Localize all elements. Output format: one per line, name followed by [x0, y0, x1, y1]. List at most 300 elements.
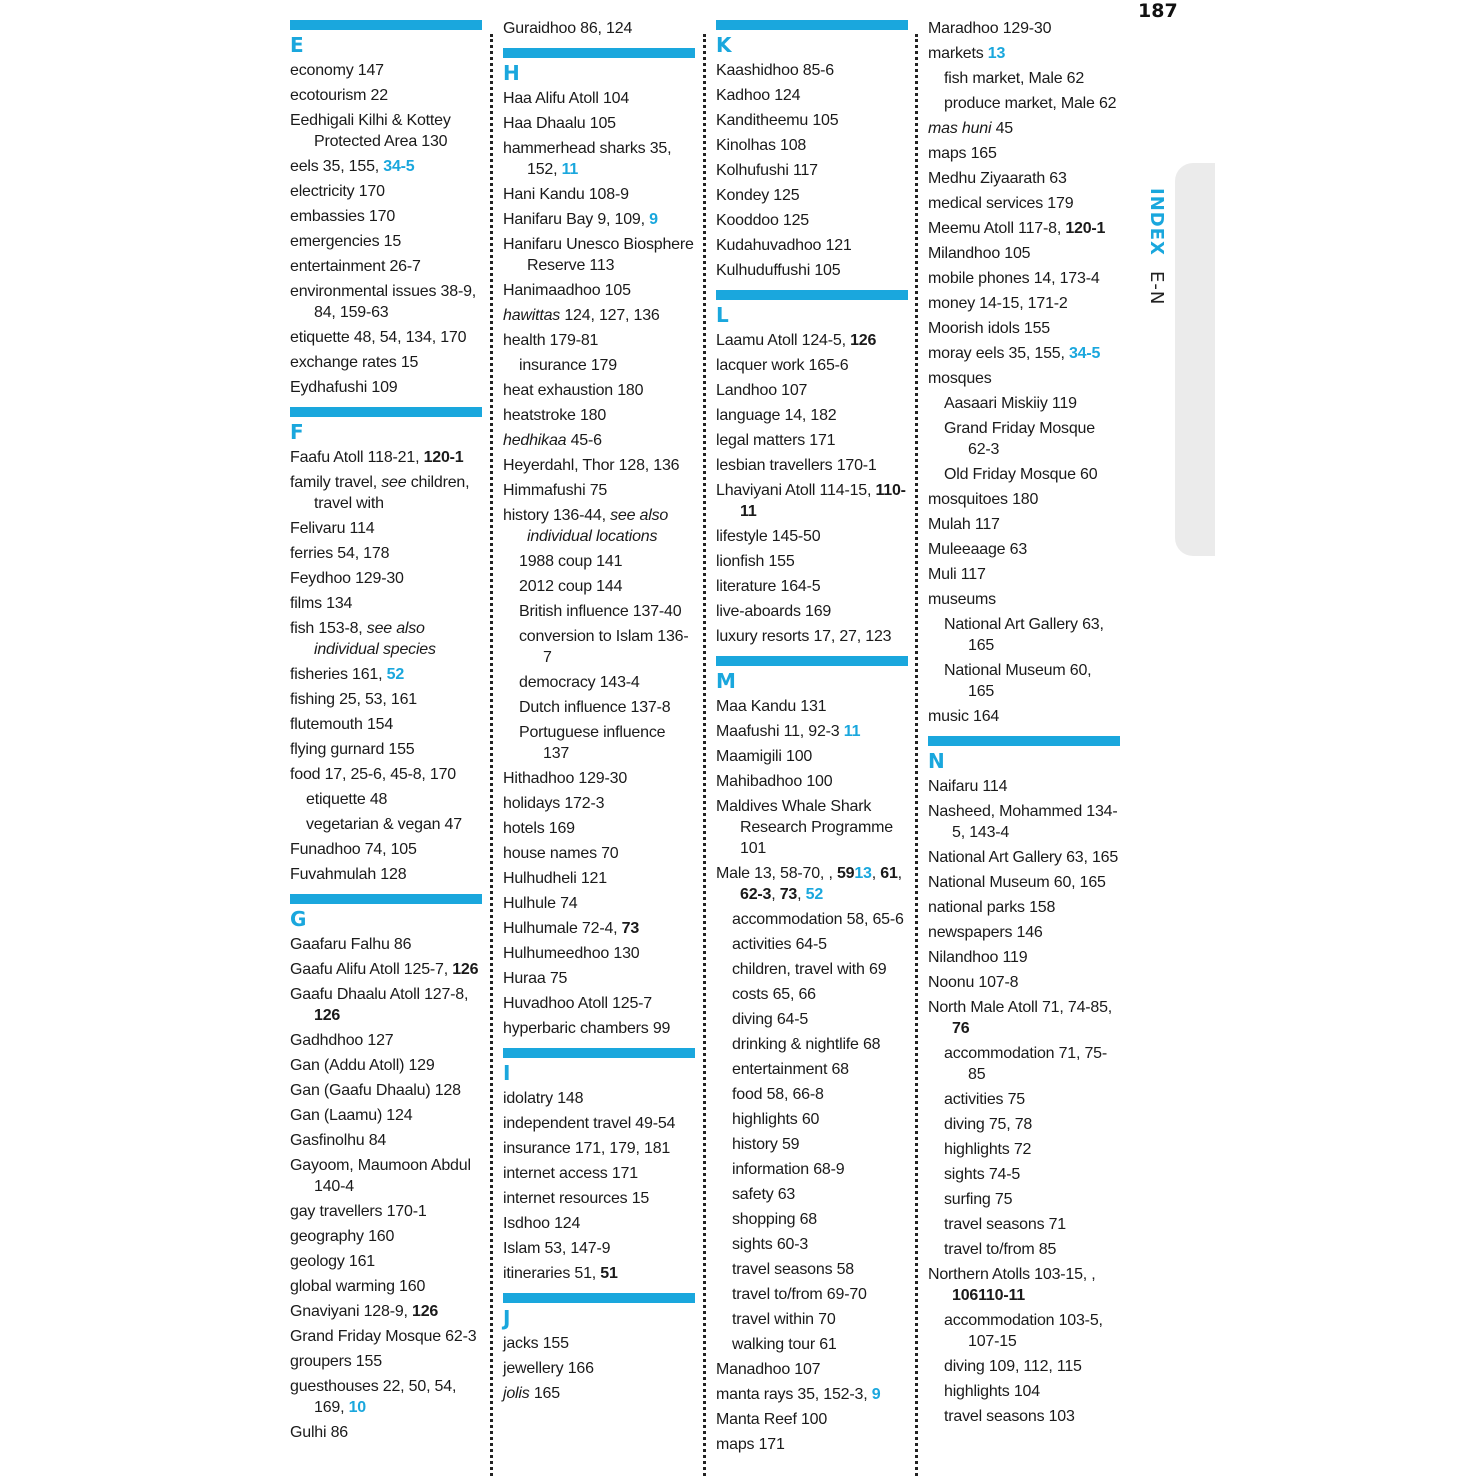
index-entry: [503, 1163, 695, 1184]
letter-heading-bar: [928, 736, 1120, 746]
index-entry: [503, 1138, 695, 1159]
entry-text: ferries 54, 178: [290, 545, 390, 562]
entry-text: health 179-81: [503, 332, 599, 349]
entry-text: walking tour 61: [732, 1336, 837, 1353]
index-entry: [928, 318, 1120, 339]
entry-text: money 14-15, 171-2: [928, 295, 1068, 312]
entry-text: sights 60-3: [732, 1236, 809, 1253]
entry-text: Kondey 125: [716, 187, 800, 204]
entry-text: Haa Alifu Atoll 104: [503, 90, 630, 107]
index-subentry: [716, 909, 908, 930]
index-entry: [503, 918, 695, 939]
letter-heading: [503, 1293, 695, 1329]
entry-text: live-aboards 169: [716, 603, 832, 620]
entry-text: Hulhumale 72-4,: [503, 920, 622, 937]
index-entry: [716, 526, 908, 547]
index-entry: [290, 764, 482, 785]
letter-heading: [716, 20, 908, 56]
letter-heading-text: K: [716, 33, 732, 57]
italic-text: mas huni: [928, 120, 992, 137]
entry-text: mosquitoes 180: [928, 491, 1039, 508]
index-entry: [290, 959, 482, 980]
index-entry: [928, 589, 1120, 610]
index-entry: [503, 1263, 695, 1284]
entry-text: Medhu Ziyaarath 63: [928, 170, 1067, 187]
index-entry: [716, 405, 908, 426]
index-entry: [503, 1333, 695, 1354]
entry-text: 165: [529, 1385, 560, 1402]
letter-heading-text: M: [716, 669, 736, 693]
entry-text: electricity 170: [290, 183, 385, 200]
index-entry: [716, 235, 908, 256]
index-subentry: [716, 1334, 908, 1355]
index-entry: [290, 472, 482, 514]
entry-text: Gulhi 86: [290, 1424, 348, 1441]
entry-text: vegetarian & vegan 47: [306, 816, 462, 833]
entry-text: idolatry 148: [503, 1090, 584, 1107]
entry-text: luxury resorts 17, 27, 123: [716, 628, 892, 645]
index-entry: [716, 796, 908, 859]
index-entry: [290, 739, 482, 760]
letter-heading: [716, 656, 908, 692]
index-subentry: [928, 1139, 1120, 1160]
index-entry: [928, 1264, 1120, 1306]
index-subentry: [928, 68, 1120, 89]
entry-text: Kooddoo 125: [716, 212, 810, 229]
entry-text: history 136-44,: [503, 507, 611, 524]
entry-text: Kaashidhoo 85-6: [716, 62, 834, 79]
entry-text: shopping 68: [732, 1211, 817, 1228]
index-entry: [503, 18, 695, 39]
entry-text: Kanditheemu 105: [716, 112, 839, 129]
index-entry: [928, 243, 1120, 264]
index-entry: [503, 113, 695, 134]
index-subentry: [716, 959, 908, 980]
entry-text: flying gurnard 155: [290, 741, 415, 758]
entry-text: travel seasons 71: [944, 1216, 1067, 1233]
index-entry: [716, 430, 908, 451]
entry-text: democracy 143-4: [519, 674, 640, 691]
index-subentry: [503, 355, 695, 376]
entry-text: National Museum 60, 165: [928, 874, 1106, 891]
index-entry: [716, 1409, 908, 1430]
index-entry: [928, 43, 1120, 64]
entry-text: ,: [1091, 1266, 1100, 1283]
entry-text: music 164: [928, 708, 1000, 725]
entry-text: Hanifaru Bay 9, 109,: [503, 211, 650, 228]
bold-map-page-ref: 106: [952, 1287, 979, 1304]
index-subentry: [928, 1164, 1120, 1185]
entry-text: heatstroke 180: [503, 407, 607, 424]
index-entry: [290, 839, 482, 860]
entry-text: diving 64-5: [732, 1011, 809, 1028]
index-subentry: [928, 614, 1120, 656]
entry-text: Grand Friday Mosque 62-3: [290, 1328, 477, 1345]
entry-text: internet resources 15: [503, 1190, 650, 1207]
bold-map-page-ref: 120-1: [423, 449, 464, 466]
entry-text: drinking & nightlife 68: [732, 1036, 881, 1053]
entry-text: etiquette 48, 54, 134, 170: [290, 329, 467, 346]
index-entry: [290, 352, 482, 373]
italic-text: see also individual species: [314, 620, 436, 658]
entry-text: Naifaru 114: [928, 778, 1008, 795]
entry-text: 45-6: [566, 432, 602, 449]
entry-text: newspapers 146: [928, 924, 1043, 941]
entry-text: moray eels 35, 155,: [928, 345, 1069, 362]
entry-text: exchange rates 15: [290, 354, 419, 371]
index-subentry: [928, 1310, 1120, 1352]
index-entry: [290, 110, 482, 152]
index-subentry: [716, 1209, 908, 1230]
entry-text: environmental issues 38-9, 84, 159-63: [290, 283, 481, 321]
index-entry: [716, 576, 908, 597]
index-subentry: [503, 601, 695, 622]
index-entry: [290, 1251, 482, 1272]
entry-text: food 17, 25-6, 45-8, 170: [290, 766, 456, 783]
letter-heading-text: H: [503, 61, 520, 85]
entry-text: hotels 169: [503, 820, 575, 837]
bold-map-page-ref: 73: [779, 886, 798, 903]
entry-text: hammerhead sharks 35, 152,: [503, 140, 676, 178]
bold-map-page-ref: 110-11: [978, 1287, 1025, 1304]
index-subentry: [928, 393, 1120, 414]
entry-text: mobile phones 14, 173-4: [928, 270, 1100, 287]
entry-text: Muli 117: [928, 566, 986, 583]
index-subentry: [716, 1034, 908, 1055]
entry-text: manta rays 35, 152-3,: [716, 1386, 872, 1403]
italic-text: hawittas: [503, 307, 561, 324]
entry-text: heat exhaustion 180: [503, 382, 644, 399]
index-column-2: [503, 18, 698, 1408]
index-entry: [290, 1301, 482, 1322]
entry-text: embassies 170: [290, 208, 396, 225]
entry-text: Huvadhoo Atoll 125-7: [503, 995, 653, 1012]
entry-text: Kolhufushi 117: [716, 162, 818, 179]
entry-text: Kadhoo 124: [716, 87, 801, 104]
index-entry: [503, 1113, 695, 1134]
entry-text: Maafushi 11, 92-3: [716, 723, 844, 740]
entry-text: lesbian travellers 170-1: [716, 457, 877, 474]
index-subentry: [716, 1284, 908, 1305]
index-subentry: [928, 93, 1120, 114]
entry-text: Gadhdhoo 127: [290, 1032, 394, 1049]
highlight-page-ref: 13: [987, 45, 1006, 62]
entry-text: 124, 127, 136: [560, 307, 660, 324]
entry-text: accommodation 71, 75-85: [944, 1045, 1108, 1083]
entry-text: lifestyle 145-50: [716, 528, 821, 545]
index-entry: [928, 193, 1120, 214]
entry-text: Hulhumeedhoo 130: [503, 945, 640, 962]
index-entry: [290, 377, 482, 398]
letter-heading-bar: [503, 48, 695, 58]
index-subentry: [290, 789, 482, 810]
entry-text: Nasheed, Mohammed 134-5, 143-4: [928, 803, 1118, 841]
entry-text: jewellery 166: [503, 1360, 594, 1377]
entry-text: Landhoo 107: [716, 382, 808, 399]
entry-text: Noonu 107-8: [928, 974, 1019, 991]
index-entry: [290, 1080, 482, 1101]
index-entry: [503, 1238, 695, 1259]
index-subentry: [503, 551, 695, 572]
entry-text: North Male Atoll 71, 74-85,: [928, 999, 1117, 1016]
index-entry: [290, 206, 482, 227]
entry-text: Gan (Gaafu Dhaalu) 128: [290, 1082, 461, 1099]
index-entry: [928, 489, 1120, 510]
index-subentry: [928, 660, 1120, 702]
entry-text: Gan (Addu Atoll) 129: [290, 1057, 435, 1074]
entry-text: Manadhoo 107: [716, 1361, 821, 1378]
index-entry: [928, 564, 1120, 585]
entry-text: Maamigili 100: [716, 748, 813, 765]
index-subentry: [928, 418, 1120, 460]
index-entry: [716, 626, 908, 647]
bold-map-page-ref: 120-1: [1065, 220, 1106, 237]
highlight-page-ref: 9: [871, 1386, 881, 1403]
entry-text: Old Friday Mosque 60: [944, 466, 1098, 483]
index-entry: [503, 1088, 695, 1109]
entry-text: travel within 70: [732, 1311, 836, 1328]
index-entry: [928, 343, 1120, 364]
index-subentry: [716, 1159, 908, 1180]
entry-text: mosques: [928, 370, 992, 387]
index-entry: [290, 181, 482, 202]
entry-text: economy 147: [290, 62, 384, 79]
index-entry: [503, 868, 695, 889]
entry-text: British influence 137-40: [519, 603, 682, 620]
entry-text: sights 74-5: [944, 1166, 1021, 1183]
index-entry: [716, 771, 908, 792]
index-entry: [290, 543, 482, 564]
entry-text: produce market, Male 62: [944, 95, 1117, 112]
index-subentry: [716, 1309, 908, 1330]
index-entry: [928, 897, 1120, 918]
index-entry: [290, 984, 482, 1026]
index-entry: [290, 593, 482, 614]
entry-text: guesthouses 22, 50, 54, 169,: [290, 1378, 461, 1416]
index-entry: [503, 818, 695, 839]
index-entry: [503, 968, 695, 989]
index-entry: [716, 330, 908, 351]
entry-text: accommodation 58, 65-6: [732, 911, 904, 928]
index-entry: [928, 168, 1120, 189]
highlight-page-ref: 11: [843, 723, 861, 740]
index-subentry: [716, 1009, 908, 1030]
index-subentry: [503, 626, 695, 668]
index-entry: [716, 551, 908, 572]
letter-heading-bar: [716, 656, 908, 666]
entry-text: Eydhafushi 109: [290, 379, 398, 396]
index-entry: [928, 118, 1120, 139]
letter-heading: [290, 20, 482, 56]
index-subentry: [928, 1114, 1120, 1135]
bold-map-page-ref: 59: [836, 865, 855, 882]
letter-heading: [503, 1048, 695, 1084]
entry-text: Gaafu Dhaalu Atoll 127-8,: [290, 986, 473, 1003]
index-subentry: [928, 464, 1120, 485]
index-entry: [716, 355, 908, 376]
entry-text: Northern Atolls 103-15,: [928, 1266, 1092, 1283]
entry-text: Gnaviyani 128-9,: [290, 1303, 413, 1320]
bold-map-page-ref: 62-3: [740, 886, 772, 903]
index-entry: [503, 330, 695, 351]
index-subentry: [290, 814, 482, 835]
entry-text: surfing 75: [944, 1191, 1013, 1208]
index-thumb-tab: [1175, 163, 1215, 556]
entry-text: Feydhoo 129-30: [290, 570, 404, 587]
entry-text: Meemu Atoll 117-8,: [928, 220, 1066, 237]
entry-text: National Museum 60, 165: [944, 662, 1096, 700]
column-divider: [703, 34, 706, 1476]
entry-text: films 134: [290, 595, 353, 612]
letter-heading: [716, 290, 908, 326]
index-entry: [290, 689, 482, 710]
index-entry: [716, 210, 908, 231]
entry-text: house names 70: [503, 845, 619, 862]
index-column-4: [928, 18, 1120, 1431]
index-entry: [503, 280, 695, 301]
index-entry: [290, 1055, 482, 1076]
index-subentry: [716, 984, 908, 1005]
italic-text: see: [381, 474, 407, 491]
entry-text: activities 75: [944, 1091, 1025, 1108]
entry-text: fish 153-8,: [290, 620, 367, 637]
bold-map-page-ref: 110-11: [740, 482, 906, 520]
entry-text: Maradhoo 129-30: [928, 20, 1052, 37]
index-subentry: [716, 1084, 908, 1105]
entry-text: highlights 72: [944, 1141, 1032, 1158]
index-entry: [503, 793, 695, 814]
index-entry: [290, 1351, 482, 1372]
entry-text: Eedhigali Kilhi & Kottey Protected Area 130: [290, 112, 455, 150]
bold-map-page-ref: 51: [600, 1265, 618, 1282]
index-entry: [928, 947, 1120, 968]
index-entry: [716, 1359, 908, 1380]
index-entry: [290, 60, 482, 81]
entry-text: geology 161: [290, 1253, 375, 1270]
index-entry: [716, 480, 908, 522]
index-subentry: [928, 1189, 1120, 1210]
index-entry: [928, 514, 1120, 535]
index-entry: [290, 568, 482, 589]
entry-text: itineraries 51,: [503, 1265, 601, 1282]
index-entry: [716, 380, 908, 401]
letter-heading: [928, 736, 1120, 772]
section-side-label: [1137, 188, 1167, 308]
index-entry: [503, 893, 695, 914]
entry-text: etiquette 48: [306, 791, 388, 808]
entry-text: Gasfinolhu 84: [290, 1132, 387, 1149]
entry-text: accommodation 103-5, 107-15: [944, 1312, 1108, 1350]
entry-text: children, travel with: [314, 474, 474, 512]
index-entry: [928, 872, 1120, 893]
entry-text: family travel,: [290, 474, 382, 491]
entry-text: Aasaari Miskiiy 119: [944, 395, 1077, 412]
index-entry: [290, 1226, 482, 1247]
entry-text: markets: [928, 45, 988, 62]
entry-text: ,: [797, 886, 806, 903]
letter-heading: [290, 894, 482, 930]
entry-text: eels 35, 155,: [290, 158, 384, 175]
index-entry: [928, 539, 1120, 560]
entry-text: language 14, 182: [716, 407, 837, 424]
index-entry: [290, 1376, 482, 1418]
index-subentry: [716, 1109, 908, 1130]
index-subentry: [928, 1239, 1120, 1260]
index-entry: [290, 281, 482, 323]
letter-heading-text: F: [290, 420, 304, 444]
entry-text: fishing 25, 53, 161: [290, 691, 417, 708]
entry-text: Gayoom, Maumoon Abdul 140-4: [290, 1157, 476, 1195]
column-divider: [915, 34, 918, 1476]
index-entry: [928, 847, 1120, 868]
entry-text: activities 64-5: [732, 936, 827, 953]
entry-text: history 59: [732, 1136, 800, 1153]
entry-text: insurance 171, 179, 181: [503, 1140, 671, 1157]
index-subentry: [716, 1234, 908, 1255]
entry-text: highlights 104: [944, 1383, 1040, 1400]
highlight-page-ref: 34-5: [383, 158, 415, 175]
entry-text: Grand Friday Mosque 62-3: [944, 420, 1100, 458]
entry-text: Himmafushi 75: [503, 482, 608, 499]
index-entry: [290, 1030, 482, 1051]
index-subentry: [716, 934, 908, 955]
entry-text: emergencies 15: [290, 233, 402, 250]
entry-text: Nilandhoo 119: [928, 949, 1028, 966]
entry-text: internet access 171: [503, 1165, 638, 1182]
italic-text: see also individual locations: [527, 507, 673, 545]
index-entry: [503, 943, 695, 964]
index-subentry: [503, 697, 695, 718]
bold-map-page-ref: 126: [412, 1303, 439, 1320]
index-entry: [716, 85, 908, 106]
entry-text: Mulah 117: [928, 516, 1000, 533]
index-subentry: [503, 672, 695, 693]
column-divider: [490, 34, 493, 1476]
index-entry: [290, 156, 482, 177]
entry-text: highlights 60: [732, 1111, 820, 1128]
index-entry: [503, 1018, 695, 1039]
letter-heading-bar: [290, 407, 482, 417]
entry-text: ecotourism 22: [290, 87, 388, 104]
entry-text: Faafu Atoll 118-21,: [290, 449, 424, 466]
index-entry: [290, 934, 482, 955]
entry-text: National Art Gallery 63, 165: [928, 849, 1119, 866]
entry-text: 2012 coup 144: [519, 578, 623, 595]
index-entry: [928, 368, 1120, 389]
letter-heading-bar: [503, 1048, 695, 1058]
index-entry: [928, 972, 1120, 993]
entry-text: gay travellers 170-1: [290, 1203, 427, 1220]
letter-heading-text: L: [716, 303, 729, 327]
index-entry: [290, 1155, 482, 1197]
entry-text: food 58, 66-8: [732, 1086, 824, 1103]
entry-text: travel to/from 69-70: [732, 1286, 867, 1303]
entry-text: Kudahuvadhoo 121: [716, 237, 852, 254]
index-entry: [503, 88, 695, 109]
entry-text: medical services 179: [928, 195, 1074, 212]
index-entry: [290, 1326, 482, 1347]
bold-map-page-ref: 126: [850, 332, 877, 349]
entry-text: Hulhudheli 121: [503, 870, 607, 887]
entry-text: Dutch influence 137-8: [519, 699, 671, 716]
index-column-3: [716, 18, 908, 1459]
entry-text: 1988 coup 141: [519, 553, 623, 570]
index-entry: [290, 231, 482, 252]
entry-text: Heyerdahl, Thor 128, 136: [503, 457, 680, 474]
index-entry: [290, 518, 482, 539]
entry-text: diving 75, 78: [944, 1116, 1033, 1133]
letter-heading-bar: [503, 1293, 695, 1303]
